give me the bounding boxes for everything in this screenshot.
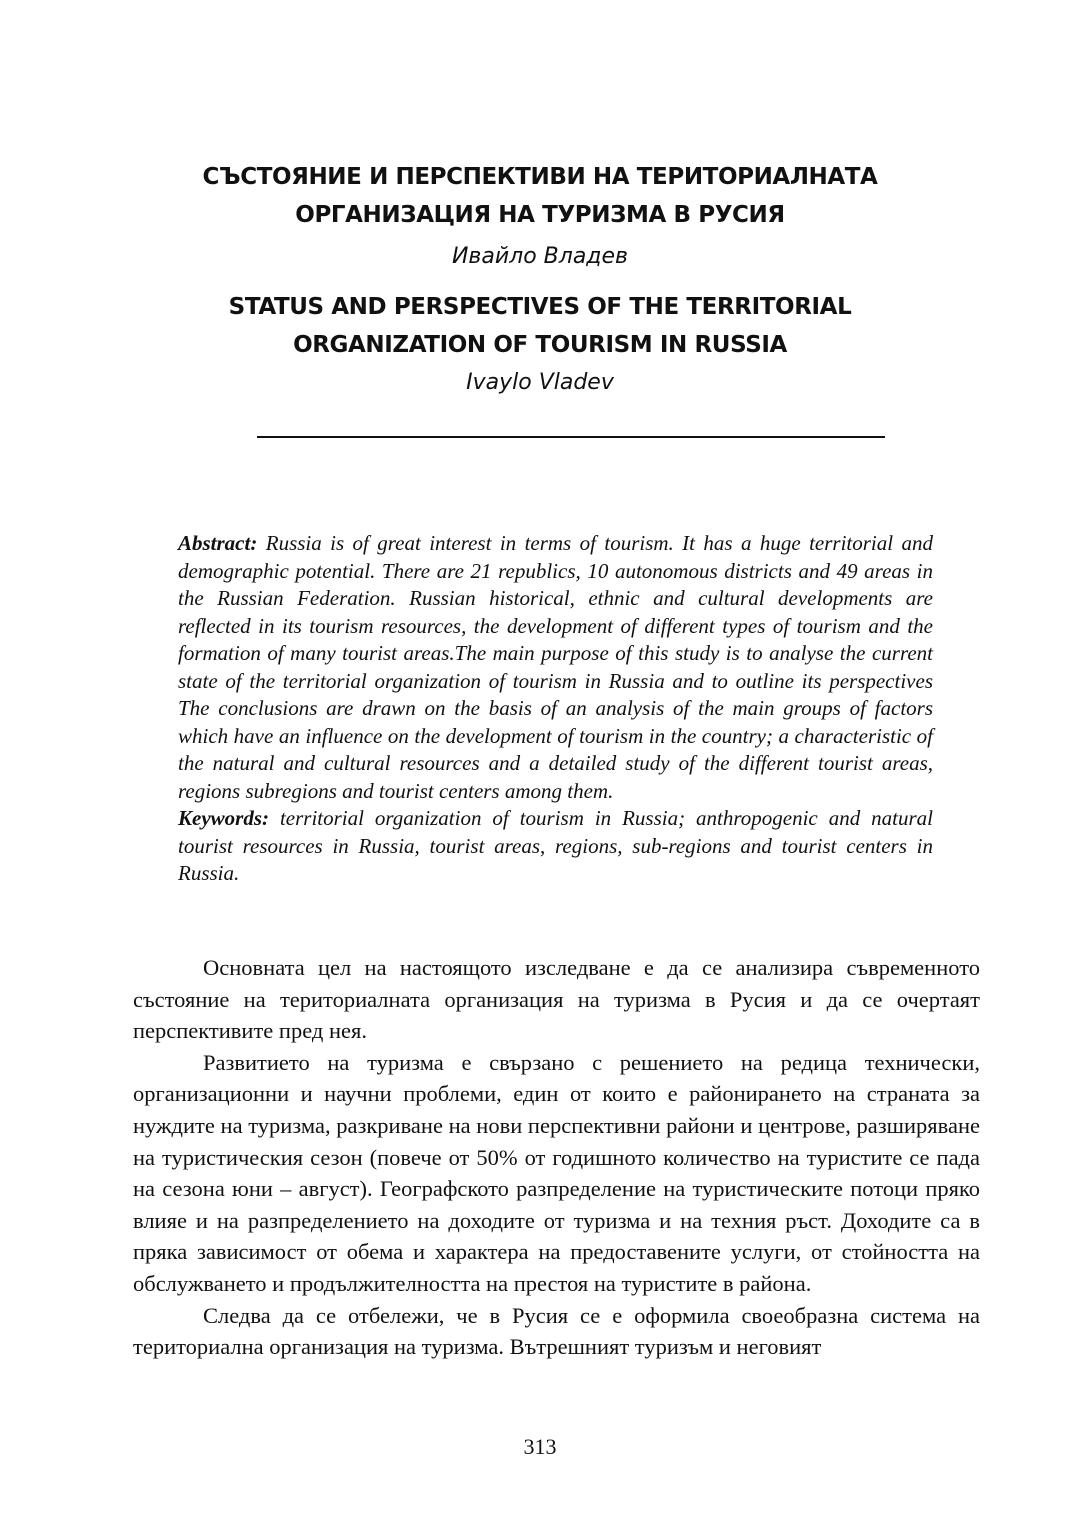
title-en-block: [0, 288, 1080, 400]
keywords-paragraph: [178, 805, 933, 888]
keywords-label: Keywords:: [178, 806, 269, 830]
abstract-paragraph: [178, 530, 933, 805]
author-bg: Ивайло Владев: [451, 244, 629, 269]
keywords-text: territorial organization of tourism in Russia; anthropogenic and natural tourist resources in Russia, tourist areas, regions, sub-regions and tourist centers in Russia.: [178, 806, 933, 885]
title-bg-line-1: СЪСТОЯНИЕ И ПЕРСПЕКТИВИ НА ТЕРИТОРИАЛНАТА: [202, 164, 878, 190]
title-en-line-1: STATUS AND PERSPECTIVES OF THE TERRITORIAL: [228, 294, 852, 320]
body-paragraph-3: Следва да се отбележи, че в Русия се е оформила своеобразна система на териториална организация на туризма. Вътрешният туризъм и неговият: [133, 1302, 980, 1360]
title-en-line-2: ORGANIZATION OF TOURISM IN RUSSIA: [293, 332, 787, 358]
body-paragraph-1: Основната цел на настоящото изследване е да се анализира съвременното състояние на териториалната организация на туризма в Русия и да се очертаят перспективите пред нея.: [133, 955, 980, 1044]
abstract-label: Abstract:: [178, 531, 258, 555]
page-number: 313: [523, 1434, 557, 1459]
abstract-section: [178, 530, 933, 888]
title-block: [0, 158, 1080, 408]
title-bg-line-2: ОРГАНИЗАЦИЯ НА ТУРИЗМА В РУСИЯ: [295, 202, 785, 228]
body-paragraph-2: Развитието на туризма е свързано с решението на редица технически, организационни и научни проблеми, един от които е районирането на страната за нуждите на туризма, разкриване на нови перспективни райони и центрове, разширяване на туристическия сезон (повече от 50% от годишното количество на туристите се пада на сезона юни – август). Географското разпределение на туристическите потоци пряко влияе и на разпределението на доходите от туризма и на техния ръст. Доходите са в пряка зависимост от обема и характера на предоставените услуги, от стойността на обслужването и продължителността на престоя на туристите в района.: [133, 1049, 980, 1296]
title-divider: [257, 436, 885, 438]
abstract-text: Russia is of great interest in terms of tourism. It has a huge territorial and demographic potential. There are 21 republics, 10 autonomous districts and 49 areas in the Russian Federation. Russian historical, ethnic and cultural developments are reflected in its tourism resources, the development of different types of tourism and the formation of many tourist areas.The main purpose of this study is to analyse the current state of the territorial organization of tourism in Russia and to outline its perspectives The conclusions are drawn on the basis of an analysis of the main groups of factors which have an influence on the development of tourism in the country; a characteristic of the natural and cultural resources and a detailed study of the different tourist areas, regions subregions and tourist centers among them.: [178, 531, 933, 803]
body-text: [133, 952, 980, 1363]
author-en: Ivaylo Vladev: [466, 370, 614, 395]
